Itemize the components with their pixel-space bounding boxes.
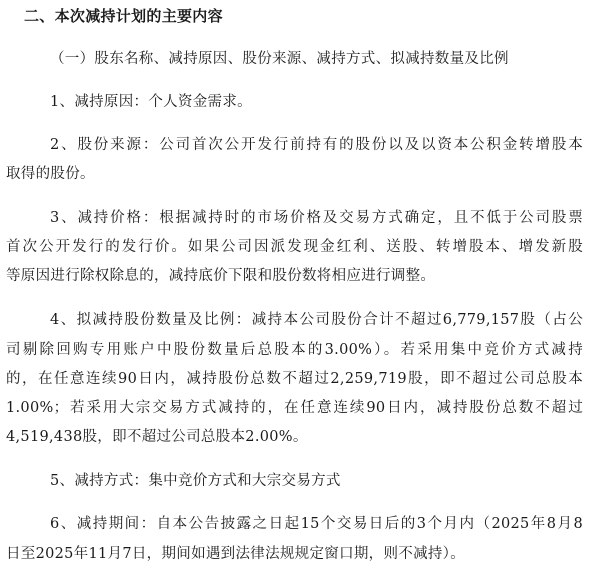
item-3-line-3: 等原因进行除权除息的，减持底价下限和股份数将相应进行调整。 (6, 268, 436, 284)
item-3-line-1: 3、减持价格：根据减持时的市场价格及交易方式确定，且不低于公司股票 (50, 210, 583, 226)
item-3-line-2: 首次公开发行的发行价。如果公司因派发现金红利、送股、转增股本、增发新股 (6, 239, 583, 255)
item-6-line-1: 6、减持期间：自本公告披露之日起15个交易日后的3个月内（2025年8月8 (50, 516, 583, 532)
item-6-line-2: 日至2025年11月7日，期间如遇到法律法规规定窗口期，则不减持）。 (6, 546, 466, 562)
item-4-line-1: 4、拟减持股份数量及比例：减持本公司股份合计不超过6,779,157股（占公 (50, 312, 583, 328)
item-4-line-2: 司剔除回购专用账户中股份数量后总股本的3.00%）。若采用集中竞价方式减持 (6, 342, 583, 358)
item-1-line-1: 1、减持原因：个人资金需求。 (50, 94, 252, 110)
section-title: 二、本次减持计划的主要内容 (24, 7, 223, 25)
item-2-line-2: 取得的股份。 (6, 166, 95, 182)
item-5-line-1: 5、减持方式：集中竞价方式和大宗交易方式 (50, 473, 341, 489)
item-4-line-4: 1.00%；若采用大宗交易方式减持的，在任意连续90日内，减持股份总数不超过 (6, 400, 583, 416)
item-4-line-5: 4,519,438股，即不超过公司总股本2.00%。 (6, 429, 308, 445)
subsection-title: （一）股东名称、减持原因、股份来源、减持方式、拟减持数量及比例 (50, 51, 509, 67)
item-2-line-1: 2、股份来源：公司首次公开发行前持有的股份以及以资本公积金转增股本 (50, 137, 583, 153)
item-4-line-3: 的，在任意连续90日内，减持股份总数不超过2,259,719股，即不超过公司总股本 (6, 371, 583, 387)
